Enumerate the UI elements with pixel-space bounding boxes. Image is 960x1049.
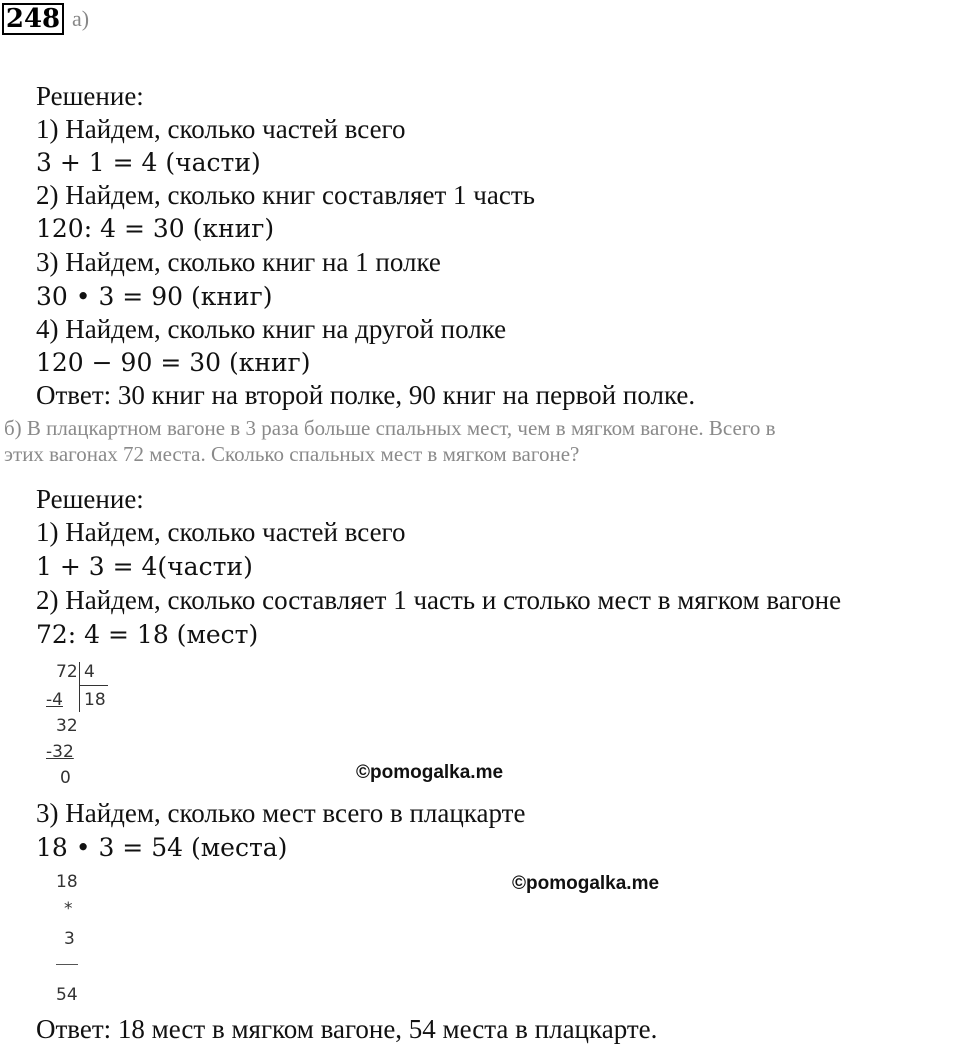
multiplication-result: 54 — [56, 985, 78, 1005]
division-vertical-line — [79, 662, 80, 712]
part-a-label: а) — [72, 6, 90, 31]
watermark: ©pomogalka.me — [512, 873, 660, 894]
step-line: 4) Найдем, сколько книг на другой полке — [36, 314, 507, 344]
step-line: 1) Найдем, сколько частей всего — [36, 517, 406, 547]
step-line: 2) Найдем, сколько книг составляет 1 часть — [36, 180, 535, 210]
watermark: ©pomogalka.me — [356, 762, 504, 783]
equation-line: 72: 4 = 18 (мест) — [36, 620, 259, 649]
step-line: 2) Найдем, сколько составляет 1 часть и столько мест в мягком вагоне — [36, 585, 842, 615]
problem-number: 248 — [2, 3, 64, 35]
answer-b: Ответ: 18 мест в мягком вагоне, 54 места в плацкарте. — [36, 1014, 658, 1044]
equation-line: 3 + 1 = 4 (части) — [36, 148, 261, 177]
answer-a: Ответ: 30 книг на второй полке, 90 книг на первой полке. — [36, 380, 696, 410]
division-quotient: 18 — [84, 690, 106, 710]
step-line: 3) Найдем, сколько мест всего в плацкарте — [36, 798, 526, 828]
division-sub-2: -32 — [46, 742, 74, 762]
division-remainder-2: 0 — [60, 768, 71, 788]
division-remainder-1: 32 — [56, 716, 78, 736]
step-line: 1) Найдем, сколько частей всего — [36, 114, 406, 144]
equation-line: 120 − 90 = 30 (книг) — [36, 348, 311, 377]
multiplication-line — [56, 964, 78, 965]
multiplication-factor-2: 3 — [64, 929, 75, 949]
equation-line: 18 • 3 = 54 (места) — [36, 833, 288, 862]
division-sub-1: -4 — [46, 690, 63, 710]
division-divisor: 4 — [84, 662, 95, 682]
division-dividend: 72 — [56, 662, 78, 682]
condition-line-2: этих вагонах 72 места. Сколько спальных мест в мягком вагоне? — [4, 442, 580, 466]
equation-line: 30 • 3 = 90 (книг) — [36, 282, 273, 311]
multiplication-factor-1: 18 — [56, 872, 78, 892]
step-line: 3) Найдем, сколько книг на 1 полке — [36, 247, 441, 277]
solution-label-b: Решение: — [36, 484, 144, 514]
condition-line-1: б) В плацкартном вагоне в 3 раза больше спальных мест, чем в мягком вагоне. Всего в — [4, 416, 776, 440]
equation-line: 1 + 3 = 4(части) — [36, 552, 253, 581]
multiplication-operator: * — [64, 899, 73, 919]
equation-line: 120: 4 = 30 (книг) — [36, 214, 275, 243]
division-horizontal-line — [80, 685, 108, 686]
solution-label-a: Решение: — [36, 81, 144, 111]
